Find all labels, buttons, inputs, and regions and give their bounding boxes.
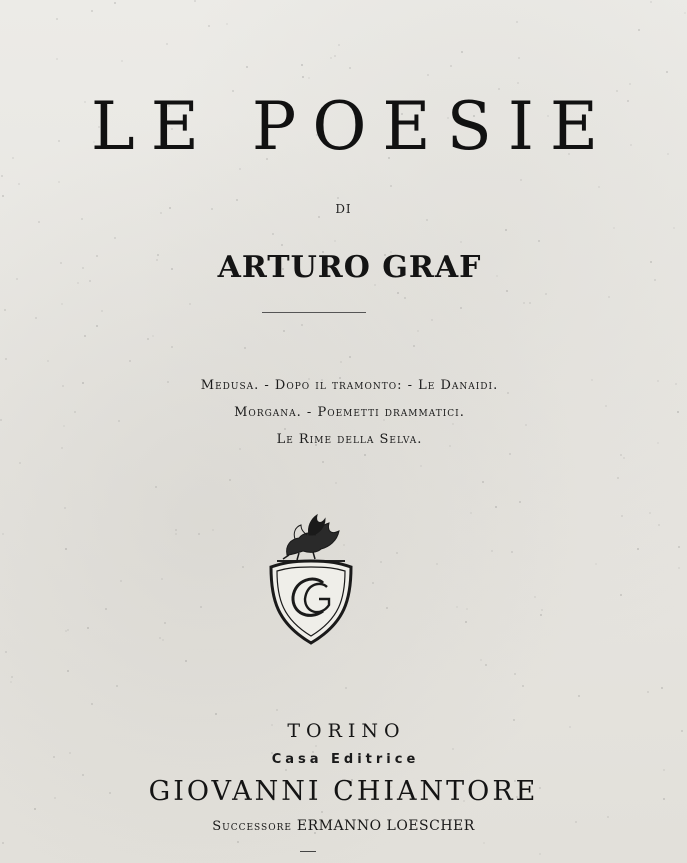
paper-speck <box>47 360 49 362</box>
paper-speck <box>2 842 4 844</box>
paper-speck <box>318 216 320 218</box>
imprint-successor <box>0 818 687 834</box>
paper-speck <box>534 596 536 598</box>
paper-speck <box>19 462 21 464</box>
paper-speck <box>67 629 69 631</box>
paper-speck <box>175 529 177 531</box>
paper-speck <box>538 240 540 242</box>
paper-speck <box>283 330 285 332</box>
paper-speck <box>315 745 317 747</box>
paper-speck <box>518 57 520 59</box>
imprint-city: TORINO <box>287 720 406 742</box>
paper-speck <box>81 218 83 220</box>
paper-speck <box>281 244 283 246</box>
paper-speck <box>396 552 398 554</box>
paper-speck <box>1 175 3 177</box>
paper-speck <box>647 691 649 693</box>
paper-speck <box>38 221 40 223</box>
paper-speck <box>2 533 4 535</box>
paper-speck <box>334 55 336 57</box>
paper-speck <box>427 74 429 76</box>
paper-speck <box>511 551 513 553</box>
paper-speck <box>345 687 347 689</box>
paper-speck <box>372 582 374 584</box>
paper-speck <box>666 71 668 73</box>
by-label: DI <box>335 202 352 216</box>
paper-speck <box>629 83 631 85</box>
paper-speck <box>61 303 63 305</box>
paper-speck <box>285 769 287 771</box>
paper-speck <box>91 10 93 12</box>
paper-speck <box>5 651 7 653</box>
contents-list <box>0 372 687 453</box>
paper-speck <box>18 183 20 185</box>
paper-speck <box>152 335 154 337</box>
paper-speck <box>56 18 58 20</box>
paper-speck <box>460 307 462 309</box>
paper-speck <box>166 43 168 45</box>
paper-speck <box>114 237 116 239</box>
paper-speck <box>301 64 303 66</box>
paper-speck <box>11 676 13 678</box>
paper-speck <box>516 21 518 23</box>
paper-speck <box>208 25 210 27</box>
paper-speck <box>101 310 103 312</box>
paper-speck <box>637 548 639 550</box>
paper-speck <box>58 181 60 183</box>
bottom-rule <box>300 851 316 852</box>
imprint-house: Casa Editrice <box>271 752 420 767</box>
paper-speck <box>161 578 163 580</box>
paper-speck <box>171 346 173 348</box>
paper-speck <box>10 681 12 683</box>
paper-speck <box>485 664 487 666</box>
paper-speck <box>175 533 177 535</box>
paper-speck <box>349 67 351 69</box>
paper-speck <box>84 335 86 337</box>
paper-speck <box>302 76 304 78</box>
paper-speck <box>523 302 525 304</box>
paper-speck <box>420 465 422 467</box>
paper-speck <box>246 66 248 68</box>
paper-speck <box>623 457 625 459</box>
paper-speck <box>397 292 399 294</box>
paper-speck <box>276 709 278 711</box>
paper-speck <box>129 360 131 362</box>
paper-speck <box>483 842 485 844</box>
paper-speck <box>529 302 531 304</box>
paper-speck <box>185 660 187 662</box>
paper-speck <box>450 65 452 67</box>
paper-speck <box>517 82 519 84</box>
paper-speck <box>539 853 541 855</box>
paper-speck <box>164 622 166 624</box>
paper-speck <box>189 303 191 305</box>
paper-speck <box>482 481 484 483</box>
paper-speck <box>495 506 497 508</box>
successor-name: ERMANNO LOESCHER <box>296 818 475 834</box>
paper-speck <box>684 12 686 14</box>
paper-speck <box>620 594 622 596</box>
book-title: LE POESIE <box>90 88 615 165</box>
paper-speck <box>340 361 342 363</box>
paper-speck <box>334 240 336 242</box>
paper-speck <box>404 297 406 299</box>
paper-speck <box>608 296 610 298</box>
paper-speck <box>162 639 164 641</box>
griffin-crest-icon <box>265 505 357 647</box>
paper-speck <box>426 219 428 221</box>
paper-speck <box>2 195 4 197</box>
paper-speck <box>520 179 522 181</box>
paper-speck <box>272 233 274 235</box>
paper-speck <box>4 309 6 311</box>
paper-speck <box>198 533 200 535</box>
paper-speck <box>96 325 98 327</box>
paper-speck <box>613 227 615 229</box>
paper-speck <box>541 609 543 611</box>
paper-speck <box>578 695 580 697</box>
paper-speck <box>661 687 663 689</box>
divider-rule <box>262 312 366 313</box>
paper-speck <box>120 580 122 582</box>
paper-speck <box>390 185 392 187</box>
paper-speck <box>229 479 231 481</box>
paper-speck <box>673 227 675 229</box>
paper-speck <box>338 44 340 46</box>
paper-speck <box>239 168 241 170</box>
paper-speck <box>649 512 651 514</box>
paper-speck <box>215 713 217 715</box>
paper-speck <box>159 637 161 639</box>
paper-speck <box>335 482 337 484</box>
paper-speck <box>34 808 36 810</box>
paper-speck <box>519 501 521 503</box>
paper-speck <box>452 748 454 750</box>
paper-speck <box>650 1 652 3</box>
paper-speck <box>301 324 303 326</box>
paper-speck <box>465 621 467 623</box>
paper-speck <box>226 23 228 25</box>
paper-speck <box>470 512 472 514</box>
paper-speck <box>237 841 239 843</box>
paper-speck <box>194 0 196 2</box>
paper-speck <box>522 685 524 687</box>
paper-speck <box>105 608 107 610</box>
paper-speck <box>308 77 310 79</box>
paper-speck <box>114 2 116 4</box>
imprint-publisher: GIOVANNI CHIANTORE <box>148 776 539 807</box>
successor-label: Successore <box>212 819 292 834</box>
paper-speck <box>236 199 238 201</box>
paper-speck <box>678 546 680 548</box>
paper-speck <box>436 563 438 565</box>
paper-speck <box>456 606 458 608</box>
paper-speck <box>678 567 680 569</box>
paper-speck <box>147 338 149 340</box>
paper-speck <box>212 529 214 531</box>
paper-speck <box>244 347 246 349</box>
paper-speck <box>491 550 493 552</box>
paper-speck <box>461 51 463 53</box>
paper-speck <box>67 670 69 672</box>
paper-speck <box>322 461 324 463</box>
paper-speck <box>658 524 660 526</box>
paper-speck <box>466 608 468 610</box>
paper-speck <box>330 57 332 59</box>
paper-speck <box>621 515 623 517</box>
contents-line-1: Medusa. - Dopo il tramonto: - Le Danaidi. <box>200 378 499 393</box>
paper-speck <box>65 548 67 550</box>
paper-speck <box>509 453 511 455</box>
paper-speck <box>321 811 323 813</box>
paper-speck <box>598 186 600 188</box>
paper-speck <box>35 317 37 319</box>
paper-speck <box>380 561 382 563</box>
paper-speck <box>480 659 482 661</box>
paper-speck <box>545 293 547 295</box>
paper-speck <box>56 58 58 60</box>
paper-speck <box>506 290 508 292</box>
contents-line-3: Le Rime della Selva. <box>276 432 423 447</box>
paper-speck <box>337 197 339 199</box>
paper-speck <box>386 607 388 609</box>
paper-speck <box>64 507 66 509</box>
contents-line-2: Morgana. - Poemetti drammatici. <box>234 405 465 420</box>
paper-speck <box>91 703 93 705</box>
paper-speck <box>5 358 7 360</box>
paper-speck <box>505 229 507 231</box>
paper-speck <box>663 769 665 771</box>
paper-speck <box>364 454 366 456</box>
paper-speck <box>87 627 89 629</box>
paper-speck <box>413 345 415 347</box>
paper-speck <box>155 486 157 488</box>
paper-speck <box>620 454 622 456</box>
paper-speck <box>200 606 202 608</box>
paper-speck <box>514 673 516 675</box>
paper-speck <box>540 614 542 616</box>
paper-speck <box>617 477 619 479</box>
paper-speck <box>121 60 123 62</box>
paper-speck <box>349 356 351 358</box>
paper-speck <box>431 319 433 321</box>
paper-speck <box>595 563 597 565</box>
paper-speck <box>638 29 640 31</box>
paper-speck <box>460 241 462 243</box>
paper-speck <box>417 330 419 332</box>
author-name: ARTURO GRAF <box>217 250 482 285</box>
paper-speck <box>116 685 118 687</box>
paper-speck <box>242 566 244 568</box>
